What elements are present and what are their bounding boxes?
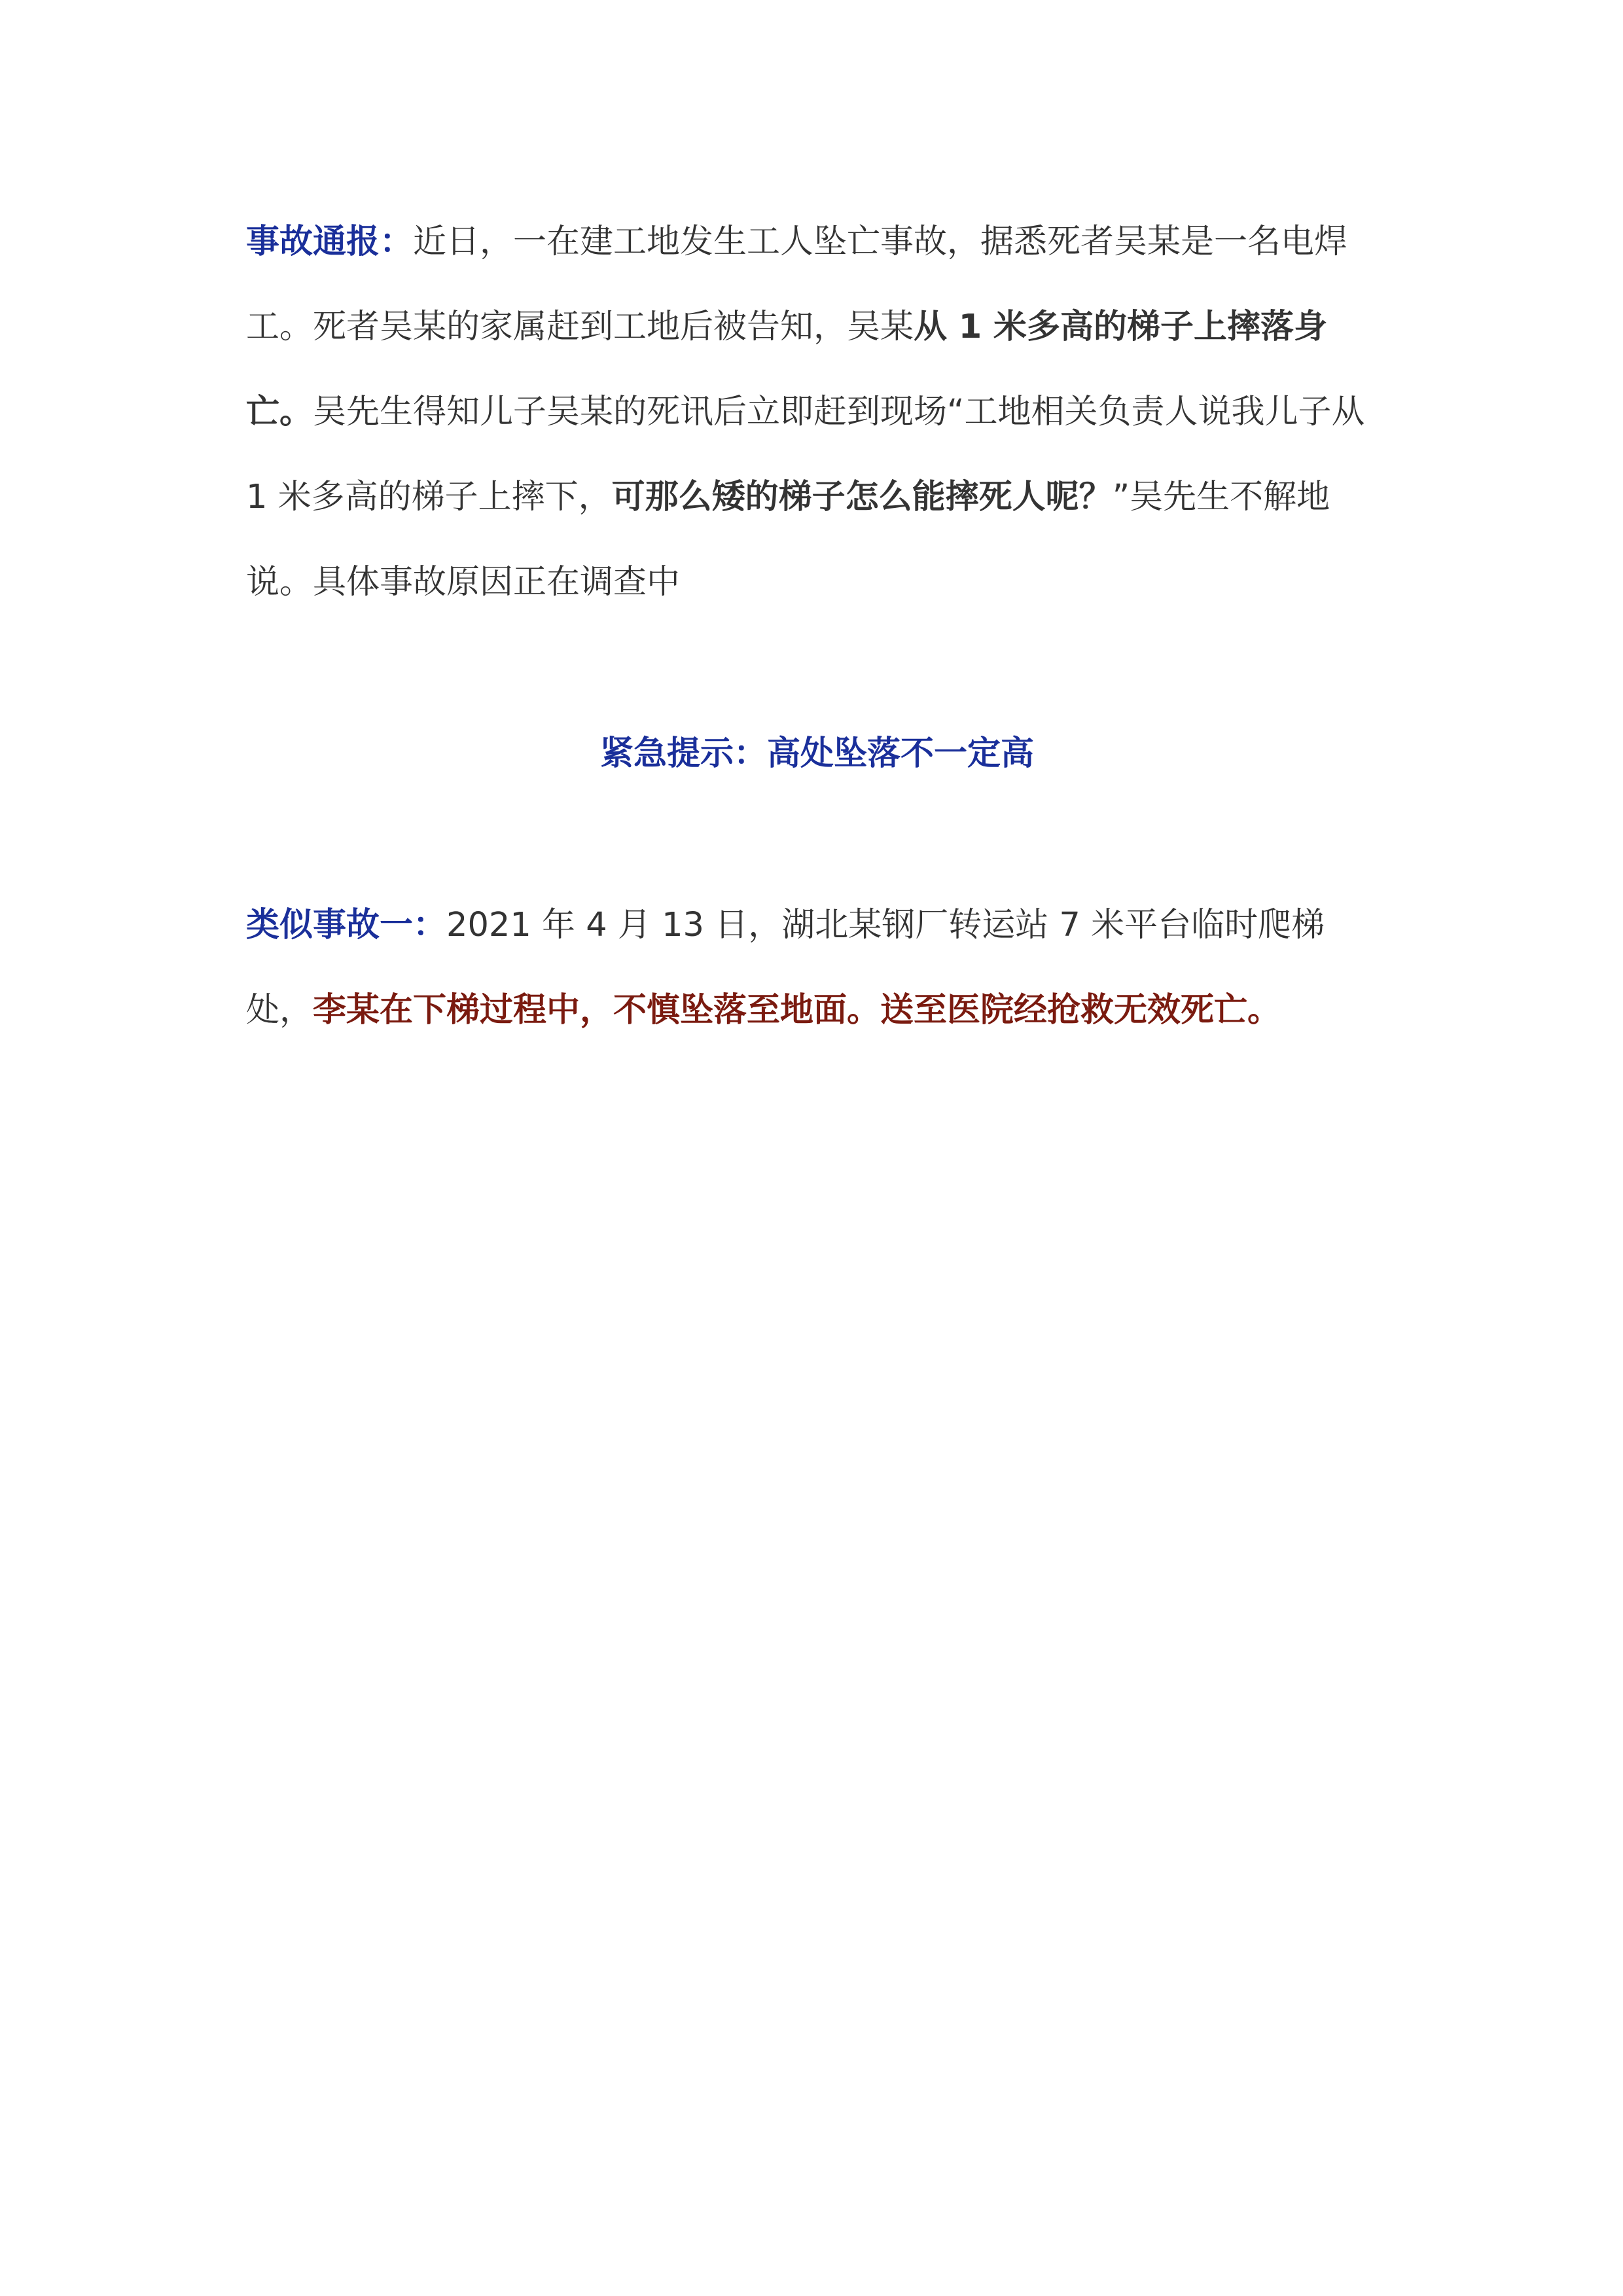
urgent-tip-heading: 紧急提示：高处坠落不一定高 [599, 734, 1034, 773]
accident-report-bold-1: 从 1 米多高的梯子上摔落身亡。 [246, 308, 1328, 431]
accident-report-paragraph [246, 200, 1388, 625]
section-spacer [246, 625, 1388, 711]
similar-accident-red-text: 李某在下梯过程中，不慎坠落至地面。送至医院经抢救无效死亡。 [313, 991, 1281, 1030]
accident-report-text-1: 近日，一在建工地发生工人坠亡事故，据悉死者吴某是一名电焊工。死者吴某的家属赶到工地后被告知，吴某 [246, 223, 1348, 346]
accident-report-text-2: 吴先生得知儿子吴某的死讯后立即赶到现场“工地相关负责人说我儿子从 1 米多高的梯子上摔下， [246, 393, 1365, 516]
accident-report-label: 事故通报： [246, 223, 414, 261]
similar-accident-label: 类似事故一： [246, 906, 447, 944]
accident-report-bold-2: 可那么矮的梯子怎么能摔死人呢？ [611, 478, 1113, 516]
similar-accident-text: 2021 年 4 月 13 日，湖北某钢厂转运站 7 米平台临时爬梯处， [246, 906, 1325, 1030]
document-body [246, 200, 1388, 1053]
section-spacer [246, 797, 1388, 883]
similar-accident-paragraph [246, 883, 1388, 1053]
accident-report-text-3: ”吴先生不解地说。具体事故原因正在调查中 [246, 478, 1330, 601]
